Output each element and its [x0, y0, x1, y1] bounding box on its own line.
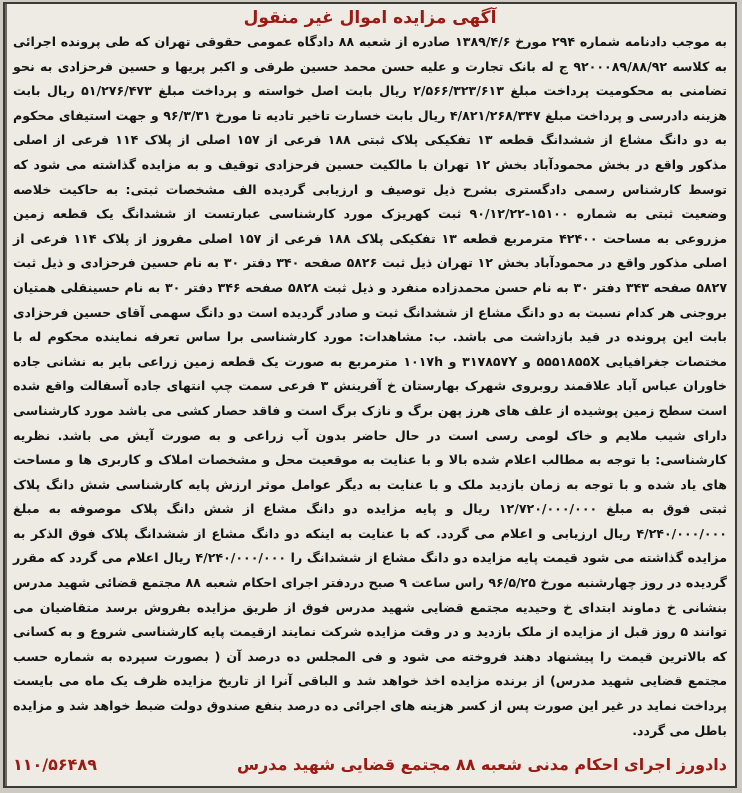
- clipping-edge: [5, 4, 7, 786]
- notice-footer: [13, 752, 727, 778]
- notice-body-text: به موجب دادنامه شماره ۲۹۴ مورخ ۱۳۸۹/۴/۶ صادره از شعبه ۸۸ دادگاه عمومی حقوقی تهران که طی پرونده اجرائی به کلاسه ۹۲۰۰۰۸۹/۸۸/۹۲ ج له بانک تجارت و علیه حسن محمد حسین طرقی و اکبر پریها و حسین فرحزادی به نحو تضامنی به محکومیت پرداخت مبلغ ۲/۵۶۶/۳۲۳/۶۱۳ ریال بابت اصل خواسته و پرداخت مبلغ ۵۱/۲۷۶/۴۷۳ ریال بابت هزینه دادرسی و پرداخت مبلغ ۴/۸۲۱/۲۶۸/۳۴۷ ریال بابت خسارت تاخیر تادیه تا مورخ ۹۶/۳/۳۱ و جهت استیفای محکوم به دو دانگ مشاع از ششدانگ قطعه ۱۳ تفکیکی پلاک ثبتی ۱۸۸ فرعی از ۱۵۷ اصلی از پلاک ۱۱۴ فرعی از اصلی مذکور واقع در بخش محمودآباد بخش ۱۲ تهران با مالکیت حسین فرحزادی توقیف و به مزایده گذاشته می شود که توسط کارشناس رسمی دادگستری بشرح ذیل توصیف و ارزیابی گردیده الف مشخصات ثبتی: به حاکیت خلاصه وضعیت ثبتی به شماره ۱۵۱۰۰-۹۰/۱۲/۲۲ ثبت کهریزک مورد کارشناسی عبارتست از ششدانگ یک قطعه زمین مزروعی به مساحت ۴۲۴۰۰ مترمربع قطعه ۱۳ تفکیکی پلاک ۱۸۸ فرعی از ۱۵۷ اصلی مفروز از پلاک ۱۱۴ فرعی از اصلی مذکور واقع در محمودآباد بخش ۱۲ تهران ذیل ثبت ۵۸۲۶ صفحه ۳۴۰ دفتر ۳۰ به نام حسین فرحزادی و ذیل ثبت ۵۸۲۷ صفحه ۳۴۳ دفتر ۳۰ به نام حسن محمدزاده منفرد و ذیل ثبت ۵۸۲۸ صفحه ۳۴۶ دفتر ۳۰ به نام حسینقلی همتیان بروجنی هر کدام نسبت به دو دانگ مشاع از ششدانگ ثبت و صادر گردیده است دو دانگ سهمی آقای حسین فرحزادی بابت این پرونده در قید بازداشت می باشد. ب: مشاهدات: مورد کارشناسی برا ساس تعرفه نماینده محکوم له با مختصات جغرافیایی ۵۵۵۱۸۵۵X و ۳۱۷۸۵۷Y و ۱۰۱۷h مترمربع به صورت یک قطعه زمین زراعی بایر به نشانی جاده خاوران عباس آباد علاقمند روبروی شهرک بهارستان خ آفرینش ۳ فرعی سمت چپ انتهای جاده آسفالت واقع شده است سطح زمین پوشیده از علف های هرز پهن برگ و نازک برگ است و فاقد حصار کشی می باشد مورد کارشناسی دارای شیب ملایم و خاک لومی رسی است در حال حاضر بدون آب زراعی و به صورت آیش می باشد. نظریه کارشناسی: با توجه به مطالب اعلام شده بالا و با عنایت به موقعیت محل و مشخصات املاک و کاربری ها و مساحت های یاد شده و با توجه به زمان بازدید ملک و با عنایت به دیگر عوامل موثر ارزش پایه کارشناسی شش دانگ پلاک ثبتی فوق به مبلغ ۱۲/۷۲۰/۰۰۰/۰۰۰ ریال و پایه مزایده دو دانگ مشاع از شش دانگ پلاک موصوفه به مبلغ ۴/۲۴۰/۰۰۰/۰۰۰ ریال ارزیابی و اعلام می گردد. که با عنایت به اینکه دو دانگ مشاع از ششدانگ پلاک فوق الذکر به مزایده گذاشته می شود قیمت پایه مزایده دو دانگ مشاع از ششدانگ را ۴/۲۴۰/۰۰۰/۰۰۰ ریال اعلام می گردد که مقرر گردیده در روز چهارشنبه مورخ ۹۶/۵/۲۵ راس ساعت ۹ صبح دردفتر اجرای احکام شعبه ۸۸ مجتمع قضائی شهید مدرس بنشانی خ دماوند ابتدای خ وحیدیه مجتمع قضایی شهید مدرس فوق از طریق مزایده بفروش برسد متقاضیان می توانند ۵ روز قبل از مزایده از ملک بازدید و در وقت مزایده شرکت نمایند ازقیمت پایه کارشناسی شروع و به کسانی که بالاترین قیمت را پیشنهاد دهند فروخته می شود و فی المجلس ده درصد آن ( بصورت سپرده به شماره حسب مجتمع قضایی شهید مدرس) از برنده مزایده اخذ خواهد شد و الباقی آنرا از تاریخ مزایده ظرف یک ماه می بایست پرداخت نماید در غیر این صورت پس از کسر هزینه های اجرائی ده درصد بنفع صندوق دولت ضبط خواهد شد و مزایده باطل می گردد.: [13, 34, 728, 738]
- newspaper-notice-clipping: [3, 2, 737, 788]
- notice-title: آگهی مزایده اموال غیر منقول: [243, 8, 497, 28]
- notice-issuer: دادورز اجرای احکام مدنی شعبه ۸۸ مجتمع قضایی شهید مدرس: [236, 755, 727, 774]
- notice-number: ۱۱۰/۵۶۴۸۹: [13, 755, 97, 774]
